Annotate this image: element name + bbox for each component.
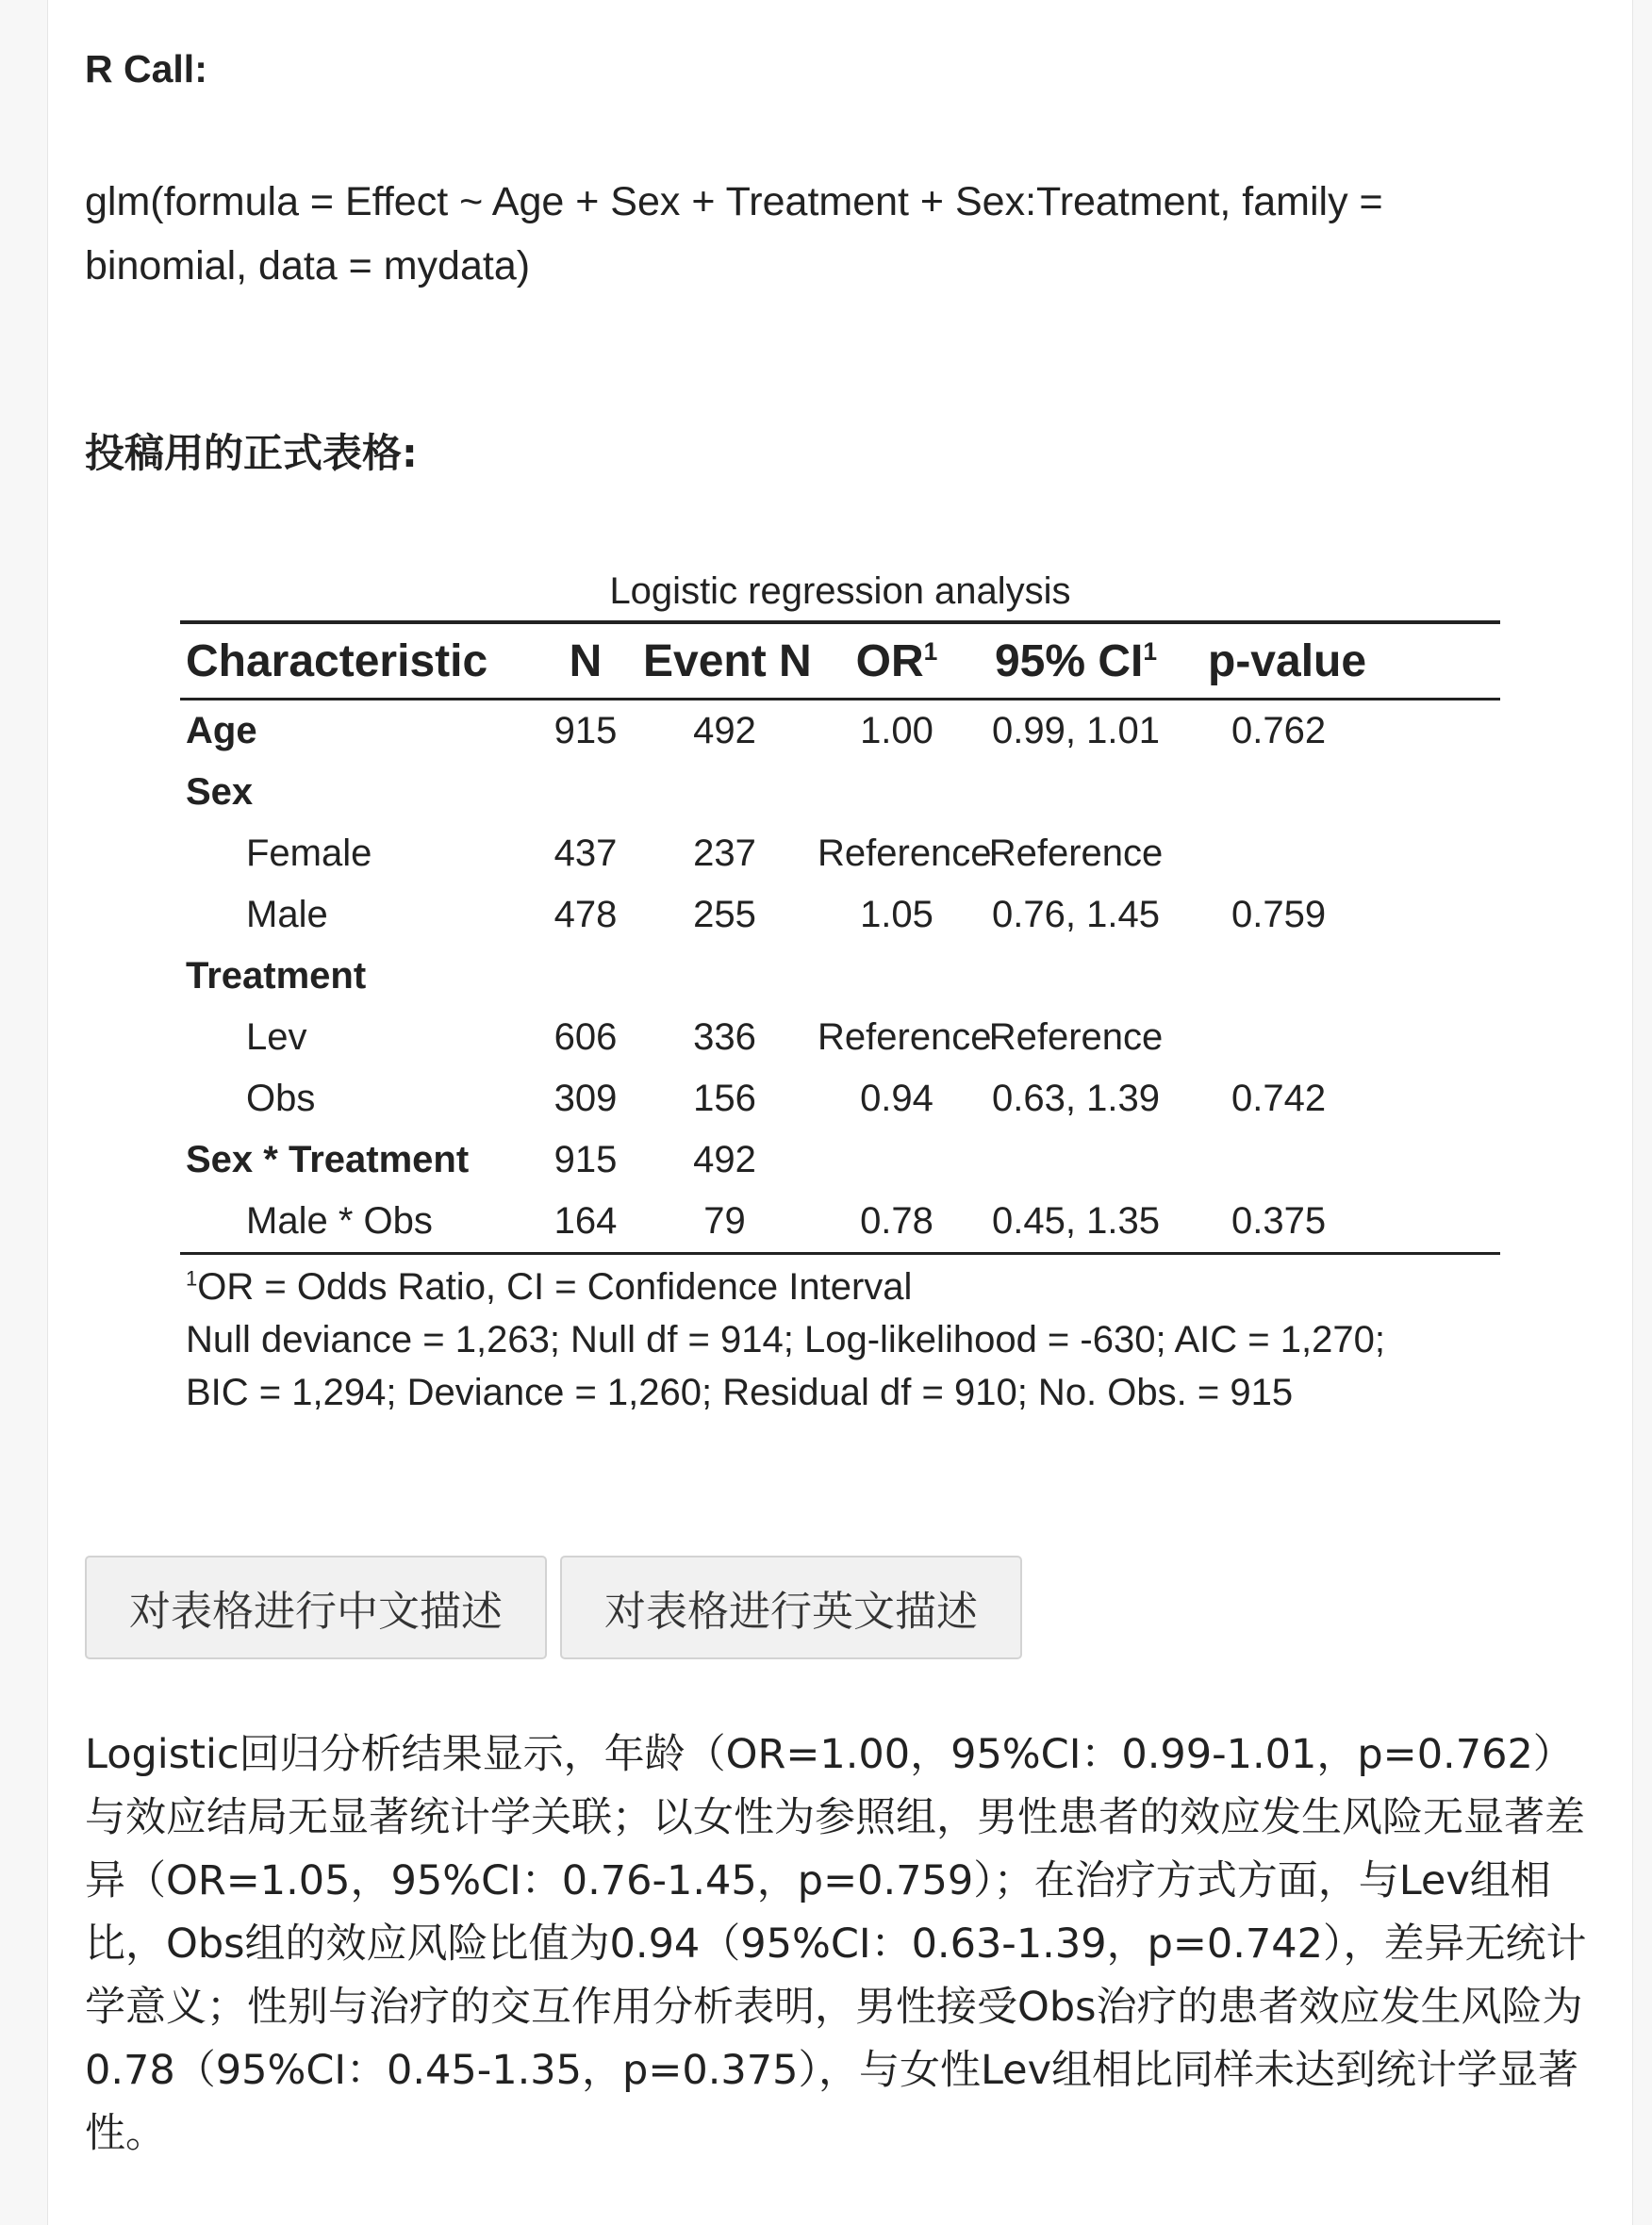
cell-p bbox=[1170, 946, 1500, 1007]
cell-or bbox=[812, 762, 982, 823]
table-header-row bbox=[180, 622, 1500, 700]
footnote-marker: 1 bbox=[923, 636, 938, 666]
cell-p: 0.375 bbox=[1231, 1200, 1327, 1242]
cell-or: 1.00 bbox=[860, 710, 933, 751]
cell-event-n: 492 bbox=[693, 710, 756, 751]
cell-event-n bbox=[637, 762, 812, 823]
table-row bbox=[180, 1007, 1500, 1068]
row-label: Female bbox=[246, 832, 372, 874]
cell-p: 0.762 bbox=[1231, 710, 1327, 751]
header-ci bbox=[982, 622, 1170, 700]
cell-n: 164 bbox=[553, 1200, 618, 1242]
model-fit-line-2: BIC = 1,294; Deviance = 1,260; Residual df = 910; No. Obs. = 915 bbox=[186, 1372, 1294, 1413]
table-row bbox=[180, 1068, 1500, 1129]
header-characteristic: Characteristic bbox=[186, 635, 488, 686]
regression-table-container bbox=[180, 562, 1500, 1419]
cell-p bbox=[1170, 1007, 1500, 1068]
row-label: Male bbox=[246, 894, 328, 935]
cell-ci: Reference bbox=[988, 832, 1164, 874]
table-footnote bbox=[180, 1261, 1500, 1313]
model-fit-line-1: Null deviance = 1,263; Null df = 914; Log-likelihood = -630; AIC = 1,270; bbox=[186, 1319, 1385, 1360]
table-row bbox=[180, 1129, 1500, 1191]
footnote-marker: 1 bbox=[186, 1266, 198, 1291]
cell-event-n: 79 bbox=[703, 1200, 746, 1242]
row-label: Age bbox=[186, 710, 257, 751]
cell-event-n: 492 bbox=[693, 1139, 756, 1180]
cell-p bbox=[1170, 823, 1500, 884]
cell-event-n: 156 bbox=[693, 1078, 756, 1119]
cell-or: 0.94 bbox=[860, 1078, 933, 1119]
header-event-n: Event N bbox=[643, 635, 812, 686]
describe-english-button[interactable]: 对表格进行英文描述 bbox=[560, 1556, 1022, 1659]
r-call-code: glm(formula = Effect ~ Age + Sex + Treatment + Sex:Treatment, family = binomial, data = mydata) bbox=[85, 179, 1383, 288]
cell-ci: 0.76, 1.45 bbox=[992, 894, 1160, 935]
cell-p: 0.742 bbox=[1231, 1078, 1327, 1119]
header-pvalue: p-value bbox=[1208, 635, 1367, 686]
cell-or: Reference bbox=[818, 1016, 992, 1058]
cell-ci: 0.63, 1.39 bbox=[992, 1078, 1160, 1119]
cell-ci bbox=[982, 762, 1170, 823]
cell-n bbox=[534, 762, 637, 823]
header-or-label: OR bbox=[855, 635, 924, 686]
cell-p bbox=[1170, 1129, 1500, 1191]
cell-or bbox=[812, 1129, 982, 1191]
footnote-text: OR = Odds Ratio, CI = Confidence Interval bbox=[197, 1266, 913, 1308]
cell-or bbox=[812, 946, 982, 1007]
describe-chinese-button[interactable]: 对表格进行中文描述 bbox=[85, 1556, 547, 1659]
cell-event-n bbox=[637, 946, 812, 1007]
table-row bbox=[180, 700, 1500, 763]
cell-ci: Reference bbox=[988, 1016, 1164, 1058]
content-card bbox=[47, 0, 1633, 2225]
row-label: Lev bbox=[246, 1016, 307, 1058]
cell-n: 915 bbox=[553, 1139, 618, 1180]
cell-ci: 0.45, 1.35 bbox=[992, 1200, 1160, 1242]
header-n: N bbox=[569, 635, 603, 686]
row-label: Sex bbox=[186, 771, 254, 813]
cell-ci bbox=[982, 1129, 1170, 1191]
table-row bbox=[180, 884, 1500, 946]
table-row bbox=[180, 762, 1500, 823]
cell-event-n: 336 bbox=[693, 1016, 756, 1058]
cell-ci: 0.99, 1.01 bbox=[992, 710, 1160, 751]
row-label: Obs bbox=[246, 1078, 316, 1119]
cell-n bbox=[534, 946, 637, 1007]
cell-n: 915 bbox=[553, 710, 618, 751]
table-description-text: Logistic回归分析结果显示，年龄（OR=1.00，95%CI：0.99-1.01，p=0.762）与效应结局无显著统计学关联；以女性为参照组，男性患者的效应发生风险无显著差异（OR=1.05，95%CI：0.76-1.45，p=0.759）；在治疗方式方面，与Lev组相比，Obs组的效应风险比值为0.94（95%CI：0.63-1.39，p=0.742），差异无统计学意义；性别与治疗的交互作用分析表明，男性接受Obs治疗的患者效应发生风险为0.78（95%CI：0.45-1.35，p=0.375），与女性Lev组相比同样未达到统计学显著性。 bbox=[85, 1731, 1587, 2157]
table-row bbox=[180, 823, 1500, 884]
r-call-heading: R Call: bbox=[85, 47, 207, 91]
cell-or: Reference bbox=[818, 832, 992, 874]
table-caption: Logistic regression analysis bbox=[609, 570, 1071, 612]
row-label: Sex * Treatment bbox=[186, 1139, 470, 1180]
cell-n: 478 bbox=[553, 894, 618, 935]
table-row bbox=[180, 946, 1500, 1007]
row-label: Treatment bbox=[186, 955, 367, 997]
header-ci-label: 95% CI bbox=[994, 635, 1144, 686]
header-or bbox=[812, 622, 982, 700]
footnote-marker: 1 bbox=[1143, 636, 1158, 666]
cell-event-n: 237 bbox=[693, 832, 756, 874]
cell-n: 309 bbox=[553, 1078, 618, 1119]
cell-or: 1.05 bbox=[860, 894, 933, 935]
row-label: Male * Obs bbox=[246, 1200, 433, 1242]
cell-p: 0.759 bbox=[1231, 894, 1327, 935]
cell-ci bbox=[982, 946, 1170, 1007]
formal-table-heading: 投稿用的正式表格: bbox=[85, 430, 418, 476]
cell-p bbox=[1170, 762, 1500, 823]
cell-event-n: 255 bbox=[693, 894, 756, 935]
cell-n: 606 bbox=[553, 1016, 618, 1058]
regression-table bbox=[180, 620, 1500, 1255]
cell-n: 437 bbox=[553, 832, 618, 874]
cell-or: 0.78 bbox=[860, 1200, 933, 1242]
table-row bbox=[180, 1191, 1500, 1254]
